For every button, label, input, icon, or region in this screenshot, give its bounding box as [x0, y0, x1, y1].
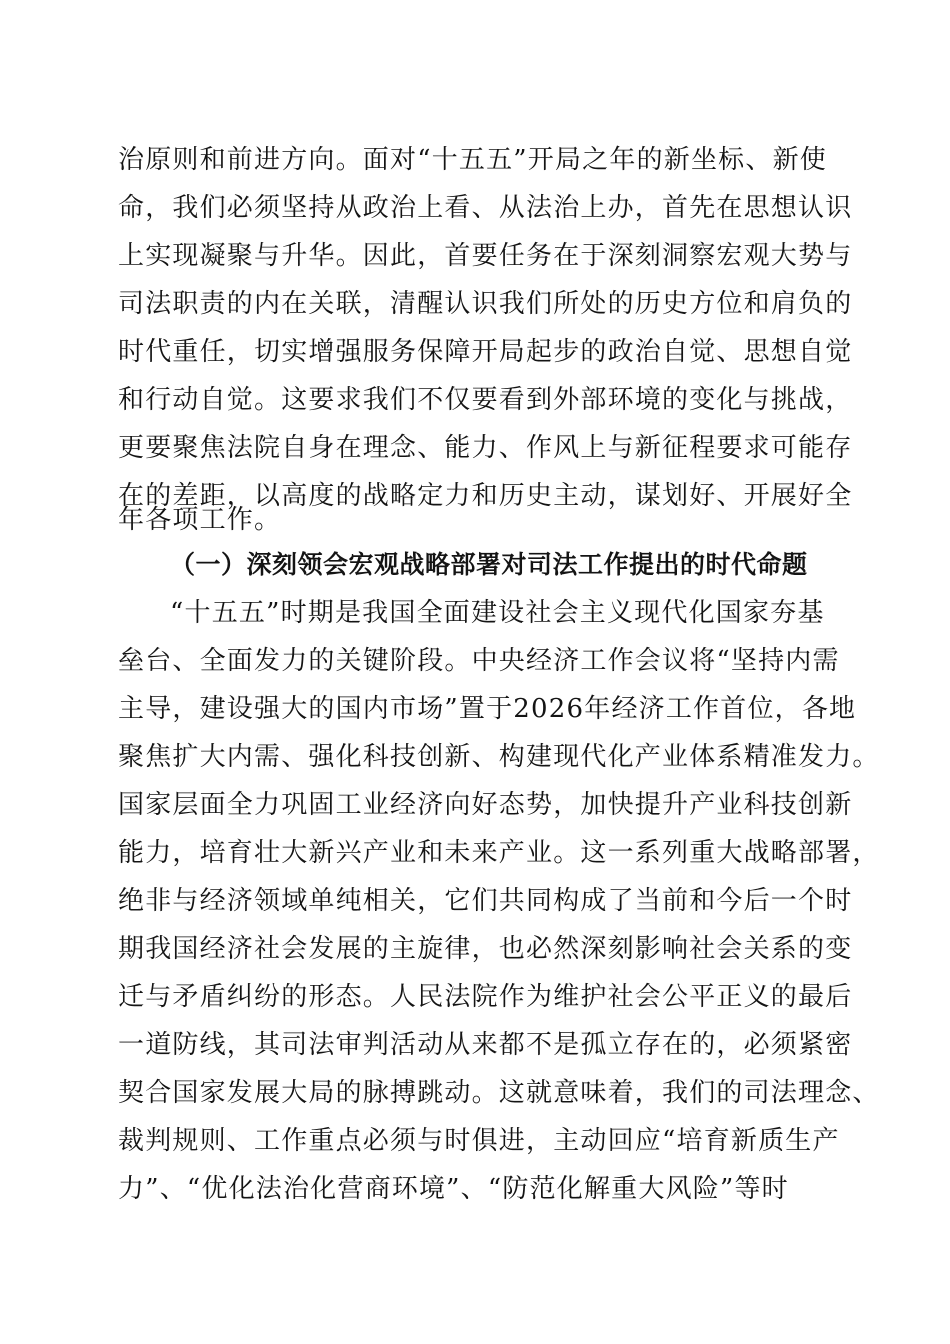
body-text-line: 在的差距，以高度的战略定力和历史主动，谋划好、开展好全 — [118, 481, 853, 511]
body-text-line: 和行动自觉。这要求我们不仅要看到外部环境的变化与挑战， — [118, 385, 853, 415]
body-text-line: “十五五”时期是我国全面建设社会主义现代化国家夯基 — [170, 598, 825, 628]
body-text-line: 裁判规则、工作重点必须与时俱进，主动回应“培育新质生产 — [118, 1126, 840, 1156]
body-text-line: 聚焦扩大内需、强化科技创新、构建现代化产业体系精准发力。 — [118, 742, 880, 772]
body-text-line: 一道防线，其司法审判活动从来都不是孤立存在的，必须紧密 — [118, 1030, 853, 1060]
body-text-line: 上实现凝聚与升华。因此，首要任务在于深刻洞察宏观大势与 — [118, 241, 853, 271]
body-text-line: 命，我们必须坚持从政治上看、从法治上办，首先在思想认识 — [118, 193, 853, 223]
section-heading: （一）深刻领会宏观战略部署对司法工作提出的时代命题 — [170, 550, 808, 579]
body-text-line: 年各项工作。 — [118, 505, 282, 535]
body-text-line: 更要聚焦法院自身在理念、能力、作风上与新征程要求可能存 — [118, 433, 853, 463]
body-text-line: 绝非与经济领域单纯相关，它们共同构成了当前和今后一个时 — [118, 886, 853, 916]
body-text-line: 迁与矛盾纠纷的形态。人民法院作为维护社会公平正义的最后 — [118, 982, 853, 1012]
body-text-line: 能力，培育壮大新兴产业和未来产业。这一系列重大战略部署， — [118, 838, 880, 868]
body-text-line: 垒台、全面发力的关键阶段。中央经济工作会议将“坚持内需 — [118, 646, 840, 676]
body-text-line: 司法职责的内在关联，清醒认识我们所处的历史方位和肩负的 — [118, 289, 853, 319]
body-text-line: 期我国经济社会发展的主旋律，也必然深刻影响社会关系的变 — [118, 934, 853, 964]
body-text-line: 契合国家发展大局的脉搏跳动。这就意味着，我们的司法理念、 — [118, 1078, 880, 1108]
body-text-line: 国家层面全力巩固工业经济向好态势，加快提升产业科技创新 — [118, 790, 853, 820]
body-text-line: 主导，建设强大的国内市场”置于2026年经济工作首位，各地 — [118, 694, 857, 724]
body-text-line: 时代重任，切实增强服务保障开局起步的政治自觉、思想自觉 — [118, 337, 853, 367]
body-text-line: 治原则和前进方向。面对“十五五”开局之年的新坐标、新使 — [118, 145, 827, 175]
body-text-line: 力”、“优化法治化营商环境”、“防范化解重大风险”等时 — [118, 1174, 789, 1204]
